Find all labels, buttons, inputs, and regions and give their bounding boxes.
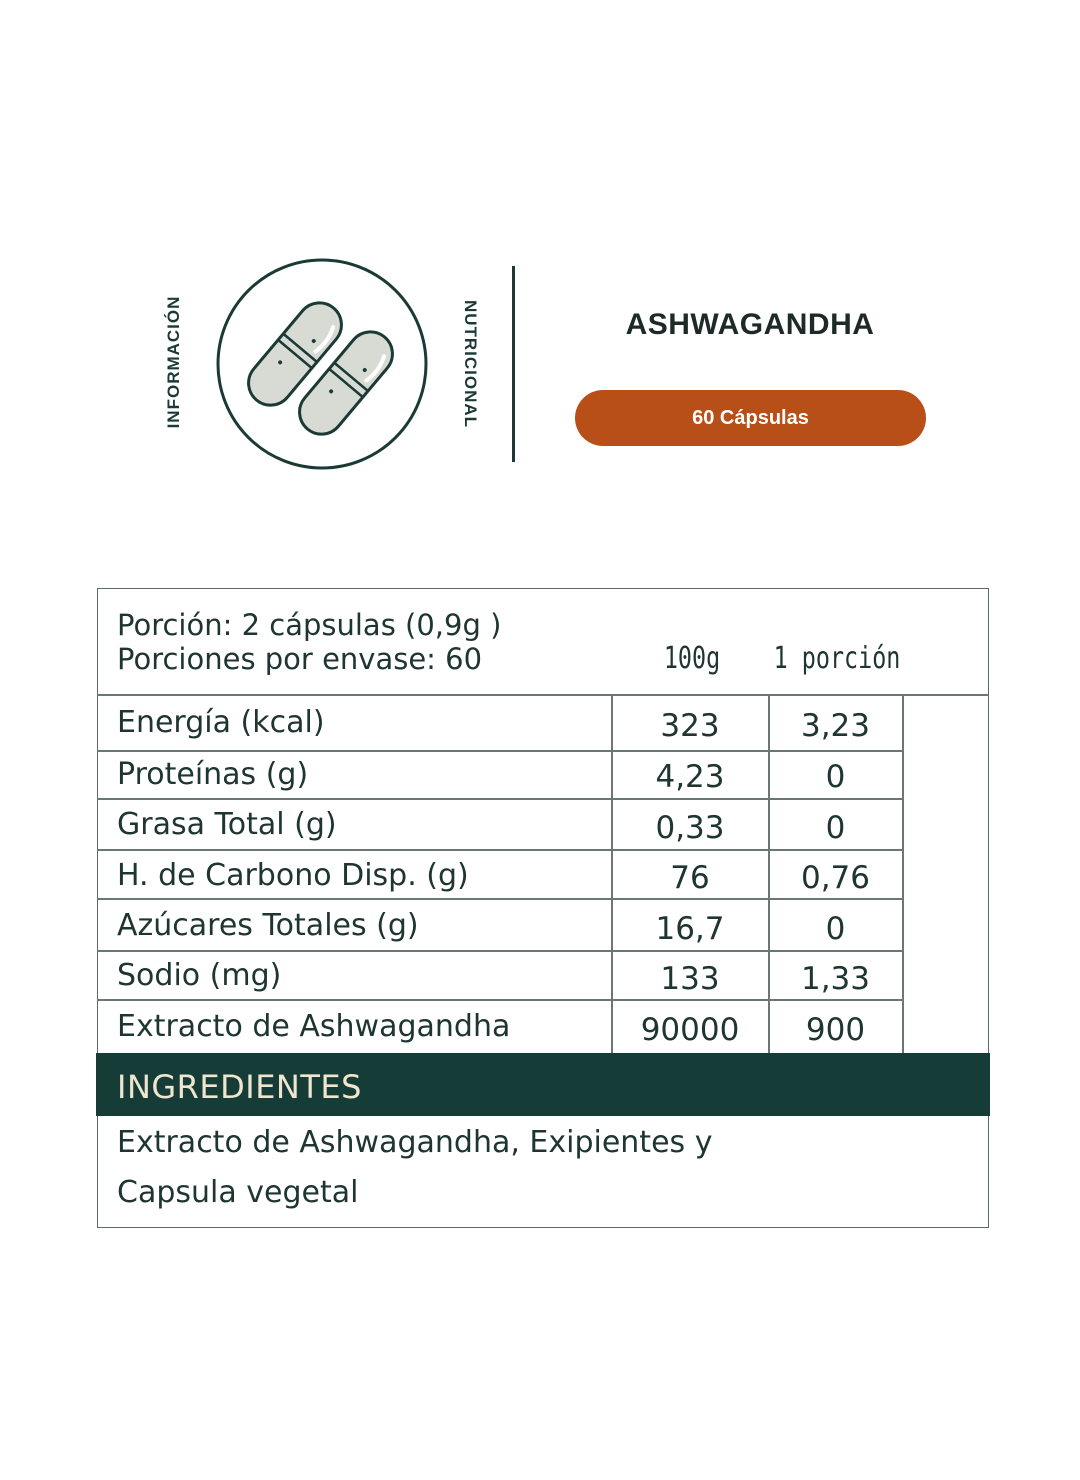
row-value-100g: 4,23 xyxy=(655,759,725,795)
row-label: Proteínas (g) xyxy=(117,757,309,792)
vertical-label-nutricional: NUTRICIONAL xyxy=(461,299,480,429)
capsules-icon xyxy=(212,255,432,473)
row-value-portion: 0 xyxy=(825,759,846,795)
row-label: H. de Carbono Disp. (g) xyxy=(117,858,469,893)
row-value-100g: 133 xyxy=(660,961,720,997)
row-value-100g: 0,33 xyxy=(655,810,725,846)
ingredients-line: Capsula vegetal xyxy=(117,1175,359,1210)
table-divider xyxy=(97,999,902,1001)
servings-per-container: Porciones por envase: 60 xyxy=(117,642,483,676)
row-value-portion: 900 xyxy=(805,1012,866,1048)
row-label: Azúcares Totales (g) xyxy=(117,908,419,943)
capsule-count-badge: 60 Cápsulas xyxy=(575,390,926,446)
row-value-100g: 90000 xyxy=(640,1012,740,1048)
table-divider xyxy=(97,694,989,696)
row-label: Sodio (mg) xyxy=(117,958,282,993)
row-value-100g: 323 xyxy=(660,708,720,744)
row-label: Grasa Total (g) xyxy=(117,807,337,842)
row-value-portion: 1,33 xyxy=(800,961,871,997)
row-label: Extracto de Ashwagandha xyxy=(117,1009,511,1044)
row-value-portion: 0 xyxy=(825,810,846,846)
column-divider xyxy=(902,695,904,1053)
table-divider xyxy=(97,849,902,851)
vertical-label-informacion: INFORMACIÓN xyxy=(164,295,183,429)
table-divider xyxy=(97,750,902,752)
header-divider xyxy=(512,266,515,462)
product-name: ASHWAGANDHA xyxy=(625,308,875,341)
row-label: Energía (kcal) xyxy=(117,705,325,740)
row-value-100g: 16,7 xyxy=(655,911,725,947)
row-value-portion: 0,76 xyxy=(800,860,871,896)
row-value-portion: 0 xyxy=(825,911,846,947)
serving-size: Porción: 2 cápsulas (0,9g ) xyxy=(117,608,502,642)
row-value-100g: 76 xyxy=(670,860,710,896)
ingredients-line: Extracto de Ashwagandha, Exipientes y xyxy=(117,1125,713,1160)
ingredients-title: INGREDIENTES xyxy=(117,1068,362,1106)
table-divider xyxy=(97,798,902,800)
row-value-portion: 3,23 xyxy=(800,708,871,744)
column-header-100g: 100g xyxy=(663,641,721,676)
table-divider xyxy=(97,950,902,952)
column-header-portion: 1 porción xyxy=(773,641,901,676)
table-divider xyxy=(97,898,902,900)
